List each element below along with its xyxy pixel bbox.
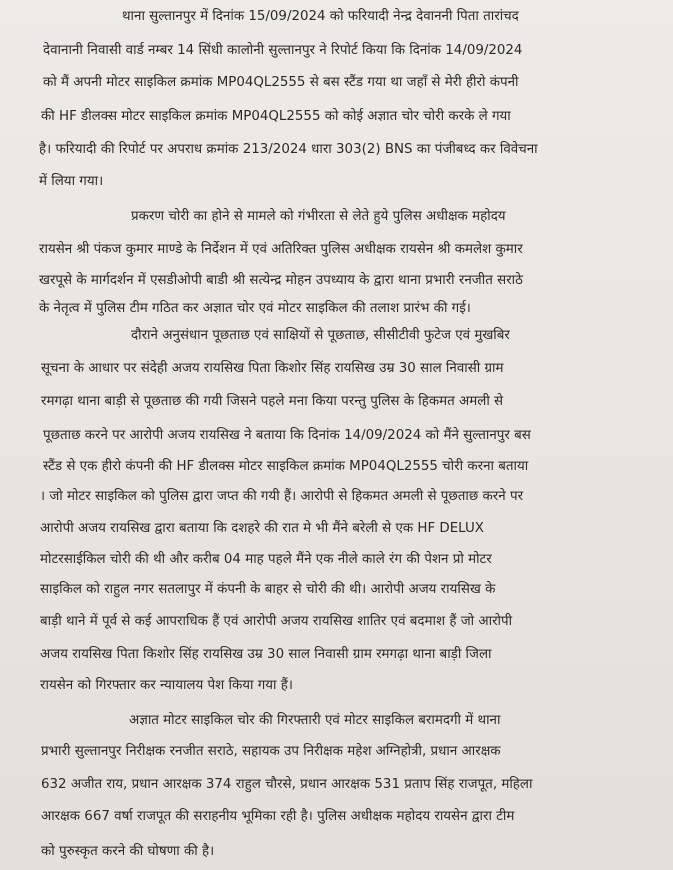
text-line: थाना सुल्तानपुर में दिनांक 15/09/2024 को फरियादी नेन्द्र देवाननी पिता तारांचद (122, 9, 519, 24)
text-line: के नेतृत्व में पुलिस टीम गठित कर अज्ञात चोर एवं मोटर साइकिल की तलाश प्रारंभ की गई। (39, 301, 471, 316)
text-line: साइकिल को राहुल नगर सतलापुर में कंपनी के बाहर से चोरी की थी। आरोपी अजय रायसिख के (40, 582, 496, 597)
text-line: दौराने अनुसंधान पूछताछ एवं साक्षियों से पूछताछ, सीसीटीवी फुटेज एवं मुखबिर (131, 328, 510, 343)
text-line: है। फरियादी की रिपोर्ट पर अपराध क्रमांक 213/2024 धारा 303(2) BNS का पंजीबध्द कर विवेचना (39, 142, 538, 157)
text-line: आरोपी अजय रायसिख द्वारा बताया कि दशहरे की रात मे भी मैंने बरेली से एक HF DELUX (40, 521, 484, 536)
text-line: आरक्षक 667 वर्षा राजपूत की सराहनीय भूमिका रही है। पुलिस अधीक्षक महोदय रायसेन द्वारा टीम (41, 809, 515, 824)
text-line: रमगढ़ा थाना बाड़ी से पूछताछ की गयी जिसने पहले मना किया परन्तु पुलिस के हिकमत अमली से (41, 394, 504, 409)
text-line: खरपूसे के मार्गदर्शन में एसडीओपी बाडी श्री सत्येन्द्र मोहन उपध्याय के द्वारा थाना प्रभारी रनजीत सराठे (39, 273, 523, 288)
text-line: सूचना के आधार पर संदेही अजय रायसिख पिता किशोर सिंह रायसिख उम्र 30 साल निवासी ग्राम (41, 361, 504, 376)
text-line: की HF डीलक्स मोटर साइकिल क्रमांक MP04QL2555 को कोई अज्ञात चोर चोरी करके ले गया (41, 109, 511, 124)
text-line: स्टैंड से एक हीरो कंपनी की HF डीलक्स मोटर साइकिल क्रमांक MP04QL2555 चोरी करना बताया (43, 459, 529, 474)
text-line: पूछताछ करने पर आरोपी अजय रायसिख ने बताया कि दिनांक 14/09/2024 को मैंने सुल्तानपुर बस (43, 428, 531, 443)
text-line: प्रभारी सुल्तानपुर निरीक्षक रनजीत सराठे, सहायक उप निरीक्षक महेश अग्निहोत्री, प्रधान आरक्षक (41, 744, 501, 759)
text-line: रायसेन को गिरफ्तार कर न्यायालय पेश किया गया हैं। (40, 678, 293, 693)
text-line: में लिया गया। (39, 174, 104, 189)
text-line: को मैं अपनी मोटर साइकिल क्रमांक MP04QL2555 से बस स्टैंड गया था जहाँ से मेरी हीरो कंपनी (43, 75, 519, 90)
text-line: रायसेन श्री पंकज कुमार माण्डे के निर्देशन में एवं अतिरिक्त पुलिस अधीक्षक रायसेन श्री कमलेश कुमार (39, 242, 523, 257)
text-line: । जो मोटर साइकिल को पुलिस द्वारा जप्त की गयी हैं। आरोपी से हिकमत अमली से पूछताछ करने पर (40, 489, 524, 504)
text-line: अजय रायसिख पिता किशोर सिंह रायसिख उम्र 30 साल निवासी ग्राम रमगढ़ा थाना बाड़ी जिला (40, 647, 492, 662)
text-line: मोटरसाईकिल चोरी की थी और करीब 04 माह पहले मैंने एक नीले काले रंग की पेशन प्रो मोटर (40, 552, 492, 567)
text-line: अज्ञात मोटर साइकिल चोर की गिरफ्तारी एवं मोटर साइकिल बरामदगी में थाना (129, 713, 501, 728)
text-line: 632 अजीत राय, प्रधान आरक्षक 374 राहुल चौरसे, प्रधान आरक्षक 531 प्रताप सिंह राजपूत, महिला (41, 777, 533, 792)
text-line: देवानानी निवासी वार्ड नम्बर 14 सिंधी कालोनी सुल्तानपुर ने रिपोर्ट किया कि दिनांक 14/09/2024 (43, 43, 523, 58)
text-line: बाड़ी थाने में पूर्व से कई आपराधिक हैं एवं आरोपी अजय रायसिख शातिर एवं बदमाश हैं जो आरोपी (40, 614, 513, 629)
text-line: प्रकरण चोरी का होने से मामले को गंभीरता से लेते हुये पुलिस अधीक्षक महोदय (131, 209, 506, 224)
text-line: को पुरुस्कृत करने की घोषणा की है। (41, 844, 215, 859)
